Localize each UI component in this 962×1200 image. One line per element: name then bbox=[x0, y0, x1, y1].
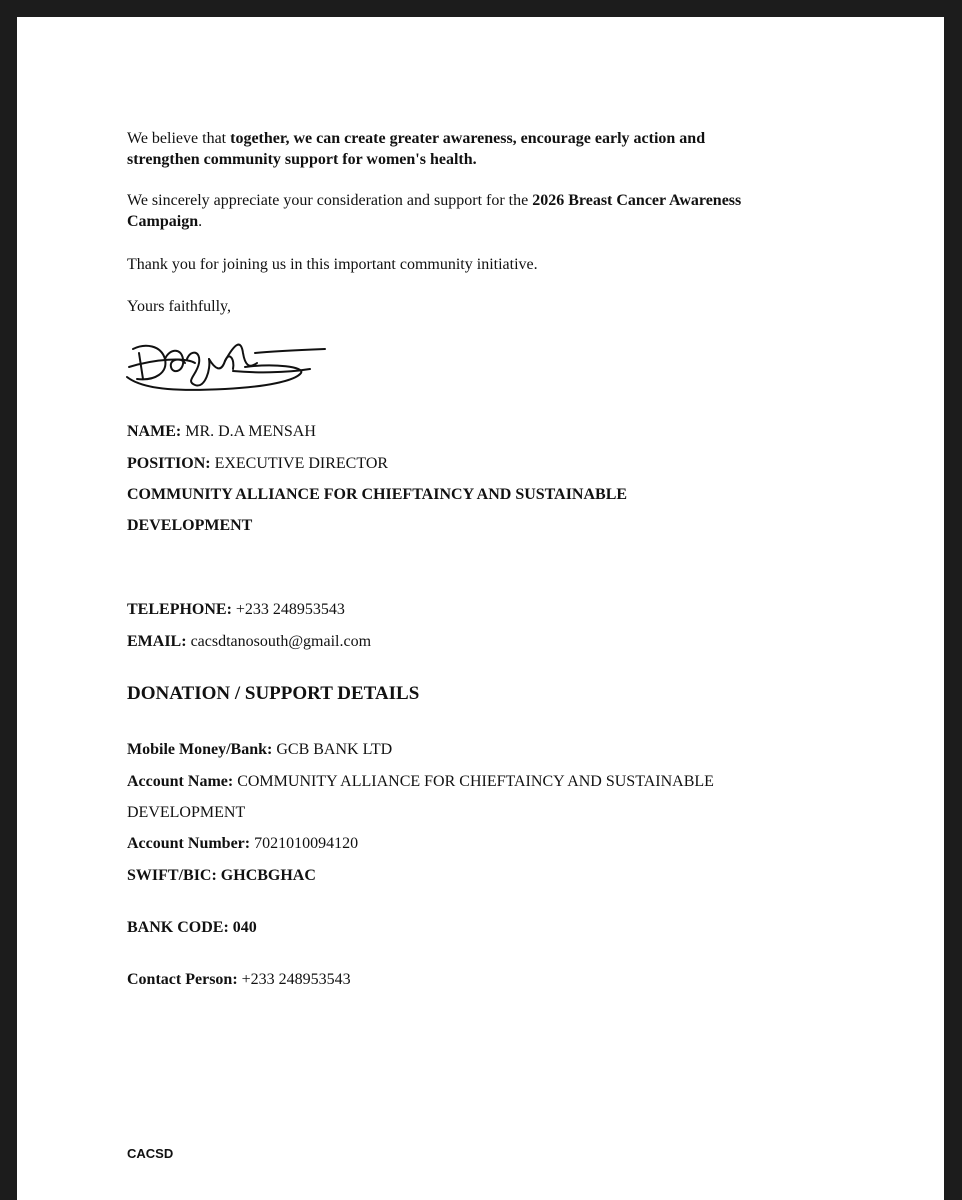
name-value: MR. D.A MENSAH bbox=[181, 423, 316, 440]
contact-person-value: +233 248953543 bbox=[237, 971, 351, 988]
bank-label: Mobile Money/Bank: bbox=[127, 741, 273, 758]
name-line bbox=[127, 421, 316, 442]
bank-line bbox=[127, 739, 392, 760]
closing: Yours faithfully, bbox=[127, 298, 232, 315]
account-number-label: Account Number: bbox=[127, 835, 251, 852]
paragraph-lead: We sincerely appreciate your consideration and support for the bbox=[127, 192, 533, 209]
account-name-label: Account Name: bbox=[127, 773, 234, 790]
donation-heading: DONATION / SUPPORT DETAILS bbox=[127, 683, 420, 704]
paragraph-awareness bbox=[127, 128, 705, 170]
position-value: EXECUTIVE DIRECTOR bbox=[210, 455, 389, 472]
swift-line: SWIFT/BIC: GHCBGHAC bbox=[127, 867, 316, 884]
paragraph-tail: . bbox=[198, 213, 203, 230]
paragraph-thanks: Thank you for joining us in this important community initiative. bbox=[127, 256, 538, 273]
email-value: cacsdtanosouth@gmail.com bbox=[186, 633, 372, 650]
account-name-value: COMMUNITY ALLIANCE FOR CHIEFTAINCY AND SUSTAINABLE bbox=[233, 773, 714, 790]
account-name-line-2: DEVELOPMENT bbox=[127, 804, 246, 821]
position-label: POSITION: bbox=[127, 455, 211, 472]
account-number-value: 7021010094120 bbox=[250, 835, 359, 852]
position-line bbox=[127, 453, 388, 474]
telephone-line bbox=[127, 599, 345, 620]
email-label: EMAIL: bbox=[127, 633, 187, 650]
paragraph-appreciation bbox=[127, 190, 741, 232]
bank-code-line: BANK CODE: 040 bbox=[127, 919, 257, 936]
telephone-label: TELEPHONE: bbox=[127, 601, 232, 618]
contact-person-label: Contact Person: bbox=[127, 971, 238, 988]
paragraph-bold-text: strengthen community support for women's health. bbox=[127, 151, 477, 168]
bank-value: GCB BANK LTD bbox=[272, 741, 393, 758]
account-name-line bbox=[127, 771, 714, 792]
footer-text: CACSD bbox=[127, 1146, 174, 1161]
organization-line-2: DEVELOPMENT bbox=[127, 517, 253, 534]
telephone-value: +233 248953543 bbox=[231, 601, 345, 618]
paragraph-bold-text: together, we can create greater awareness, encourage early action and bbox=[230, 130, 706, 147]
paragraph-lead: We believe that bbox=[127, 130, 231, 147]
email-line bbox=[127, 631, 371, 652]
name-label: NAME: bbox=[127, 423, 182, 440]
account-number-line bbox=[127, 833, 358, 854]
signature-image bbox=[125, 329, 335, 399]
organization-line-1: COMMUNITY ALLIANCE FOR CHIEFTAINCY AND SUSTAINABLE bbox=[127, 486, 628, 503]
contact-person-line bbox=[127, 969, 351, 990]
campaign-name: 2026 Breast Cancer Awareness bbox=[532, 192, 742, 209]
campaign-name: Campaign bbox=[127, 213, 199, 230]
letter-page bbox=[17, 17, 944, 1200]
